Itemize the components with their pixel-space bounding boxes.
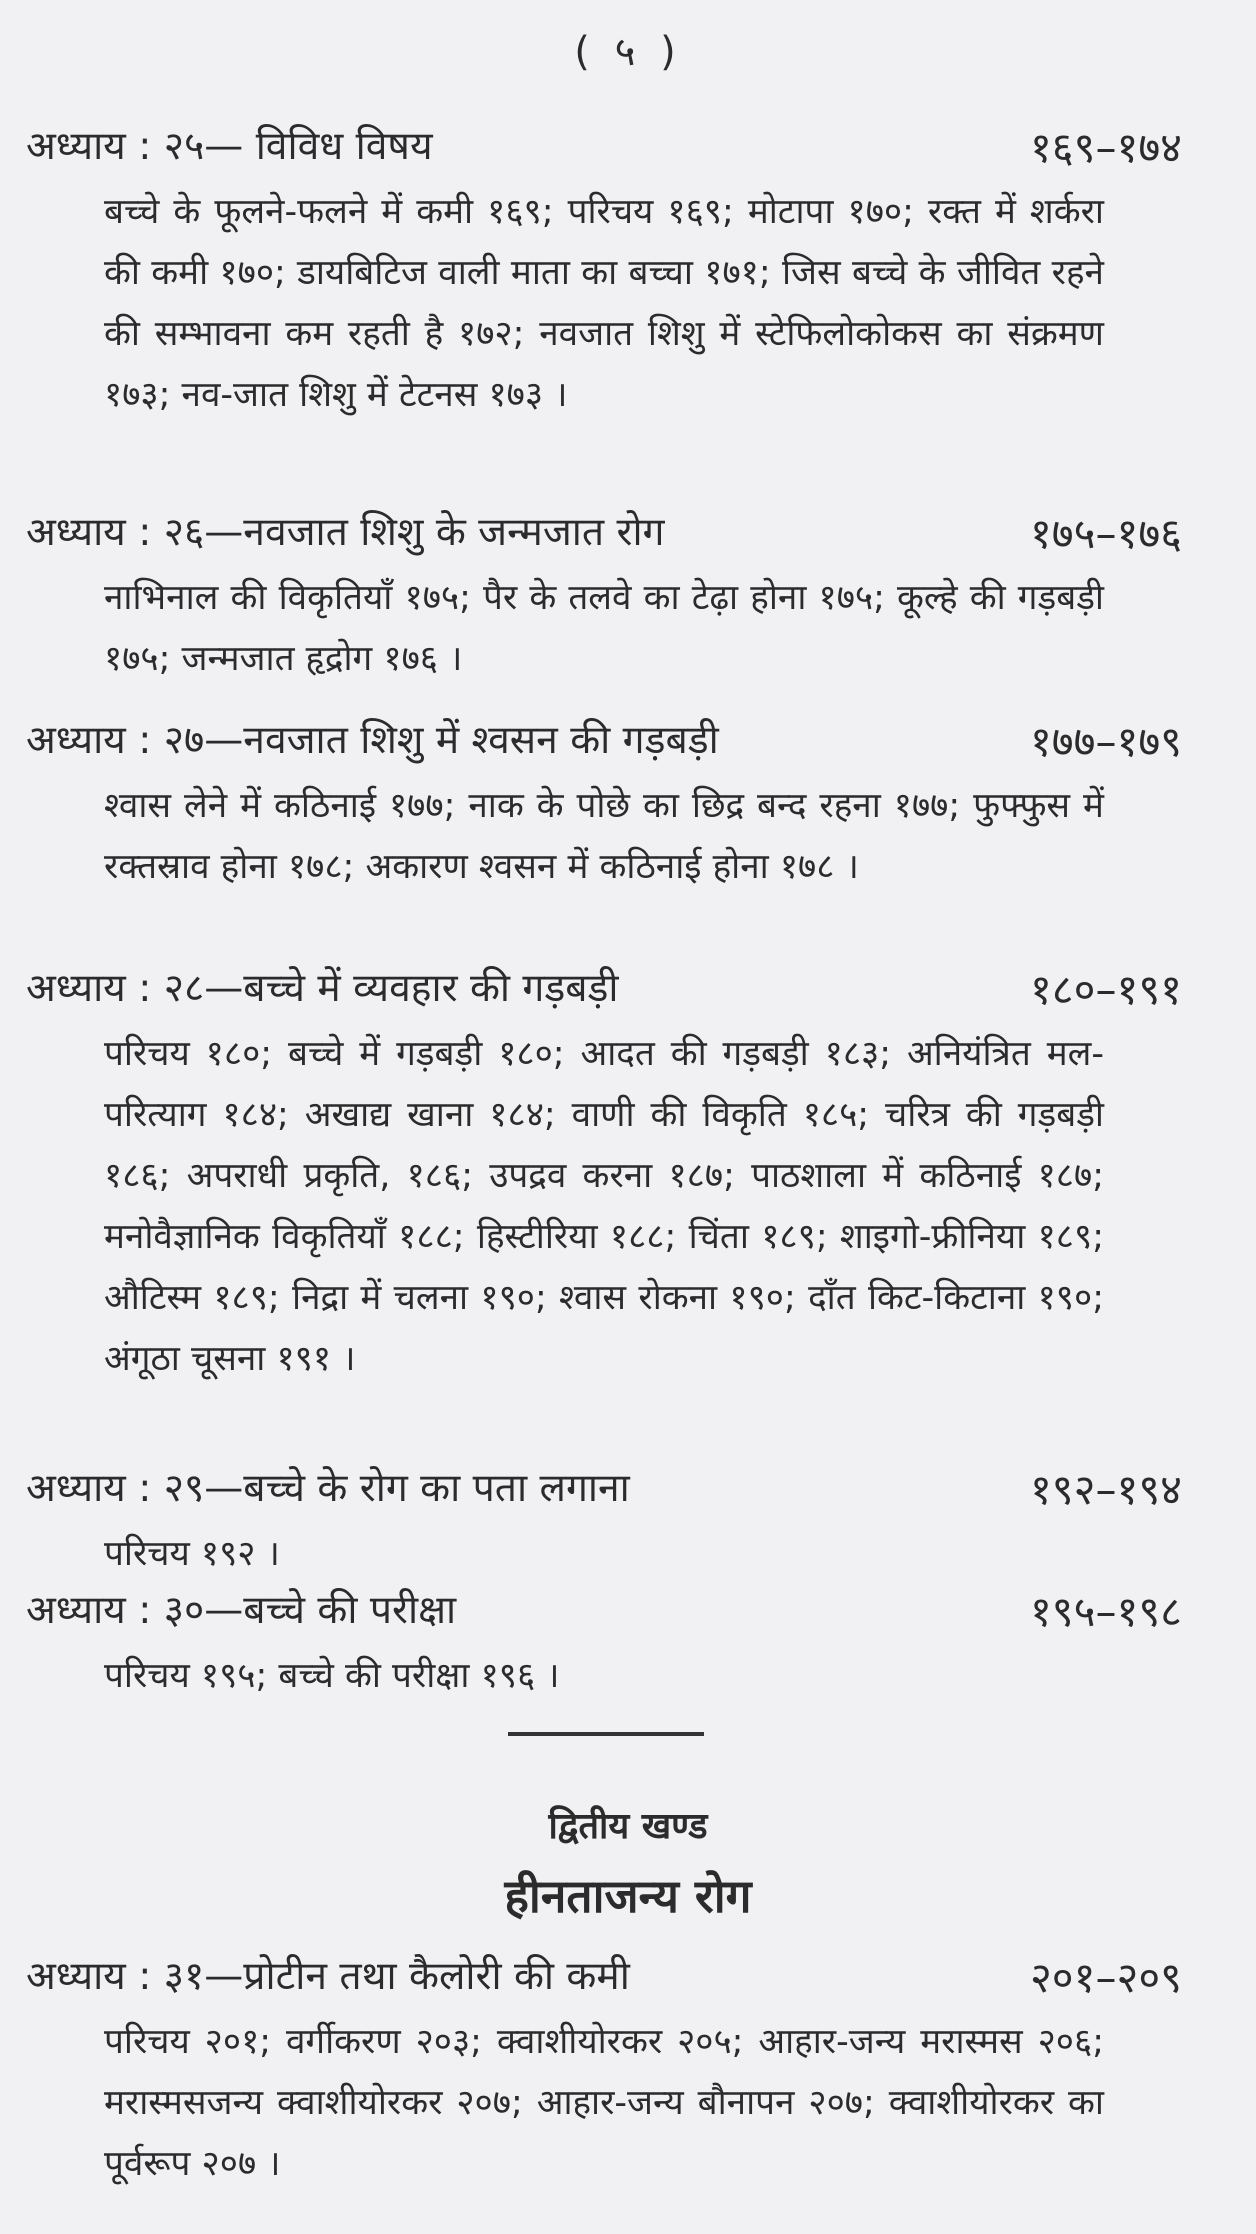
chapter-pages: १७७–१७९ — [1029, 717, 1182, 766]
chapter-27 — [0, 712, 1256, 898]
section-title: हीनताजन्य रोग — [504, 1869, 752, 1923]
chapter-pages: १७५–१७६ — [1029, 509, 1182, 558]
chapter-contents: परिचय १९५; बच्चे की परीक्षा १९६ । — [104, 1656, 560, 1696]
chapter-pages: २०१–२०९ — [1029, 1953, 1182, 2002]
chapter-25 — [0, 118, 1256, 426]
chapter-title: अध्याय : ३०—बच्चे की परीक्षा — [26, 1588, 457, 1633]
chapter-contents: परिचय २०१; वर्गीकरण २०३; क्वाशीयोरकर २०५; आहार-जन्य मरास्मस २०६; मरास्मसजन्य क्वाशीयोरकर २०७; आहार-जन्य बौनापन २०७; क्वाशीयोरकर का पूर्वरूप २०७ । — [104, 2022, 1104, 2184]
chapter-pages: १८०–१९१ — [1029, 965, 1182, 1014]
chapter-28 — [0, 960, 1256, 1390]
page-number: ( ५ ) — [574, 29, 682, 75]
chapter-pages: १६९–१७४ — [1029, 123, 1182, 172]
chapter-contents: परिचय १८०; बच्चे में गड़बड़ी १८०; आदत की गड़बड़ी १८३; अनियंत्रित मल-परित्याग १८४; अखाद्य खाना १८४; वाणी की विकृति १८५; चरित्र की गड़बड़ी १८६; अपराधी प्रकृति, १८६; उपद्रव करना १८७; पाठशाला में कठिनाई १८७; मनोवैज्ञानिक विकृतियाँ १८८; हिस्टीरिया १८८; चिंता १८९; शाइगो-फ्रीनिया १८९; औटिस्म १८९; निद्रा में चलना १९०; श्वास रोकना १९०; दाँत किट-किटाना १९०; अंगूठा चूसना १९१ । — [104, 1034, 1104, 1379]
section-label: द्वितीय खण्ड — [548, 1806, 708, 1847]
section-divider — [508, 1732, 704, 1736]
chapter-contents: परिचय १९२ । — [104, 1534, 280, 1574]
chapter-pages: १९५–१९८ — [1029, 1587, 1182, 1636]
chapter-title: अध्याय : २७—नवजात शिशु में श्वसन की गड़बड़ी — [26, 718, 719, 763]
chapter-title: अध्याय : २६—नवजात शिशु के जन्मजात रोग — [26, 510, 665, 555]
chapter-title: अध्याय : २९—बच्चे के रोग का पता लगाना — [26, 1466, 630, 1511]
chapter-title: अध्याय : ३१—प्रोटीन तथा कैलोरी की कमी — [26, 1954, 630, 1999]
chapter-contents: श्वास लेने में कठिनाई १७७; नाक के पोछे का छिद्र बन्द रहना १७७; फुफ्फुस में रक्तस्राव होना १७८; अकारण श्वसन में कठिनाई होना १७८ । — [104, 786, 1104, 887]
chapter-29 — [0, 1460, 1256, 1585]
chapter-title: अध्याय : २५— विविध विषय — [26, 124, 433, 169]
chapter-30 — [0, 1582, 1256, 1707]
chapter-contents: बच्चे के फूलने-फलने में कमी १६९; परिचय १६९; मोटापा १७०; रक्त में शर्करा की कमी १७०; डायबिटिज वाली माता का बच्चा १७१; जिस बच्चे के जीवित रहने की सम्भावना कम रहती है १७२; नवजात शिशु में स्टेफिलोकोकस का संक्रमण १७३; नव-जात शिशु में टेटनस १७३ । — [104, 192, 1104, 415]
chapter-title: अध्याय : २८—बच्चे में व्यवहार की गड़बड़ी — [26, 966, 619, 1011]
chapter-pages: १९२–१९४ — [1029, 1465, 1182, 1514]
chapter-31 — [0, 1948, 1256, 2195]
chapter-26 — [0, 504, 1256, 690]
chapter-contents: नाभिनाल की विकृतियाँ १७५; पैर के तलवे का टेढ़ा होना १७५; कूल्हे की गड़बड़ी १७५; जन्मजात हृद्रोग १७६ । — [104, 578, 1104, 679]
